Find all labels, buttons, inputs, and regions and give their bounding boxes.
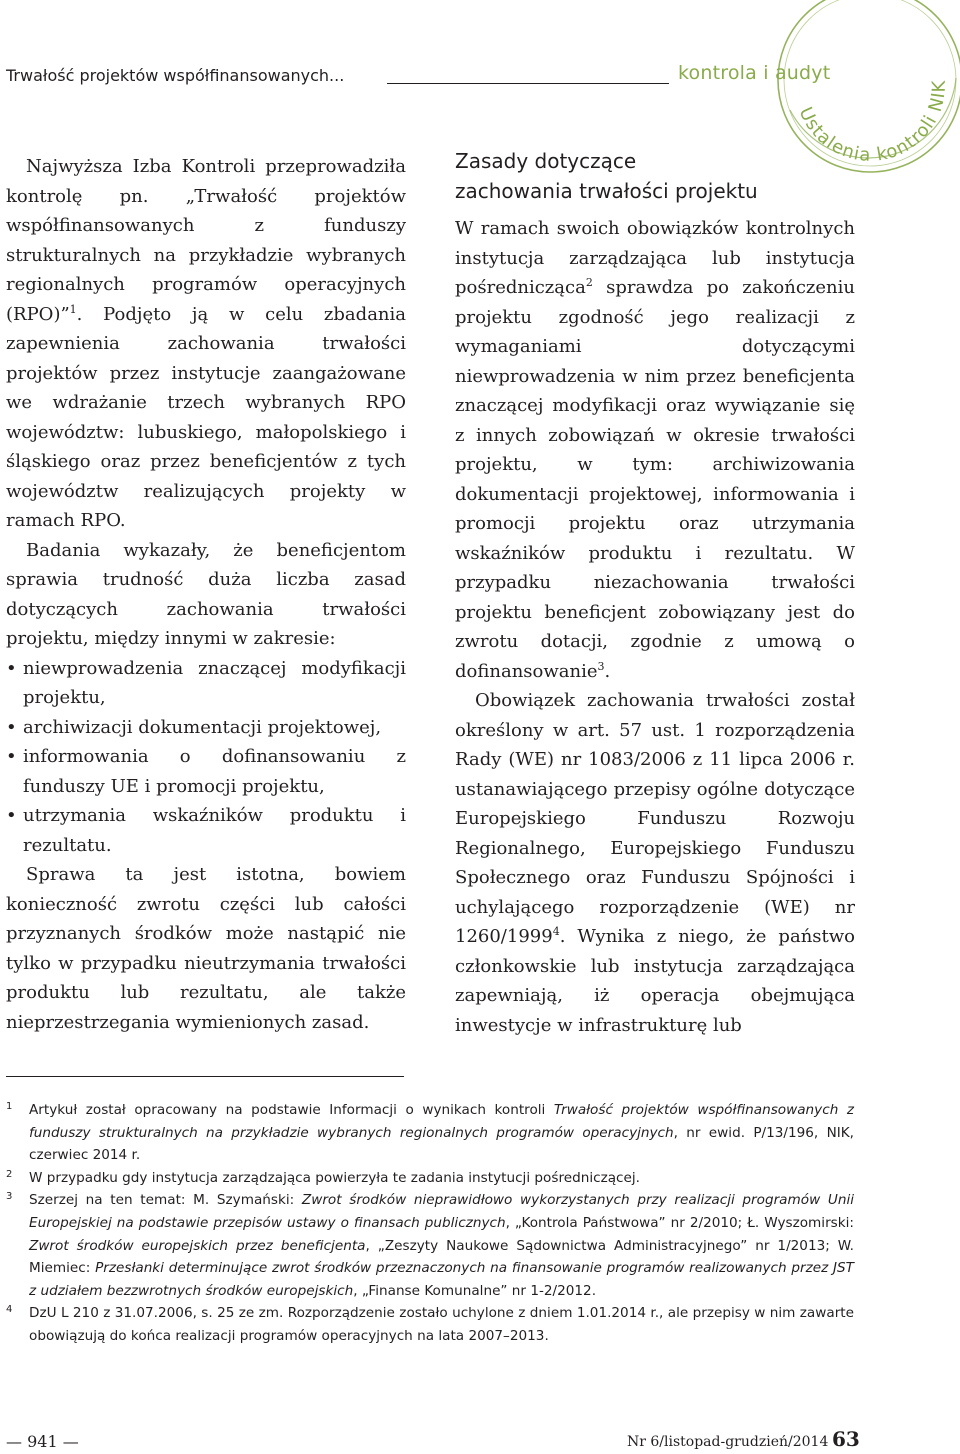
footnote-ref-4: 4 <box>552 925 560 938</box>
list-item: • niewprowadzenia znaczącej modyfikacji projektu, <box>6 657 406 708</box>
footnote-ref-2: 2 <box>585 276 593 289</box>
findings-list <box>6 654 406 861</box>
list-item: • archiwizacji dokumentacji projektowej, <box>6 716 382 738</box>
section-heading-line1: Zasady dotyczące <box>455 149 637 173</box>
footnote-ref-1: 1 <box>69 302 77 316</box>
page-number-journal: — 941 — <box>6 1432 79 1451</box>
footnote-3: 3 Szerzej na ten temat: M. Szymański: Zwrot środków nieprawidłowo wykorzystanych przy realizacji programów Unii Europejskiej na podstawie przepisów ustawy o finansach publicznych, „Kontrola Państwowa” nr 2/2010; Ł. Wyszomirski: Zwrot środków europejskich przez beneficjenta, „Zeszyty Naukowe Sądownictwa Administracyjnego” nr 1/2013; W. Miemiec: Przesłanki determinujące zwrot środków przeznaczonych na finansowanie programów realizowanych przez JST z udziałem bezzwrotnych środków europejskich, „Finanse Komunalne” nr 1-2/2012. <box>6 1191 854 1299</box>
paragraph-obligations: W ramach swoich obowiązków kontrolnych instytucja zarządzająca lub instytucja pośrednicząca$^2$ sprawdza po zakończeniu projektu zgodność jego realizacji z wymaganiami dotyczącymi niewprowadzenia w nim przez beneficjenta znaczącej modyfikacji oraz wywiązanie się z innych zobowiązań w okresie trwałości projektu, w tym: archiwizowania dokumentacji projektowej, informowania i promocji projektu oraz utrzymania wskaźników produktu i rezultatu. W przypadku niezachowania trwałości projektu beneficjent zobowiązany jest do zwrotu dotacji, zgodnie z umową o dofinansowanie$^3$. <box>455 218 855 682</box>
right-column <box>455 214 855 1040</box>
list-item: • informowania o dofinansowaniu z funduszy UE i promocji projektu, <box>6 746 406 797</box>
paragraph-regulation: Obowiązek zachowania trwałości został określony w art. 57 ust. 1 rozporządzenia Rady (WE) nr 1083/2006 z 11 lipca 2006 r. ustanawiającego przepisy ogólne dotyczące Europejskiego Funduszu Rozwoju Regionalnego, Europejskiego Funduszu Społecznego oraz Funduszu Spójności i uchylającego rozporządzenie (WE) nr 1260/1999$^4$. Wynika z niego, że państwo członkowskie lub instytucja zarządzająca zapewniają, iż operacja obejmująca inwestycje w infrastrukturę lub <box>455 690 855 1036</box>
footnotes <box>6 1099 854 1348</box>
paragraph-importance: Sprawa ta jest istotna, bowiem konieczność zwrotu części lub całości przyznanych środków może nastąpić nie tylko w przypadku nieutrzymania trwałości produktu lub rezultatu, ale także nieprzestrzegania wymienionych zasad. <box>6 864 406 1033</box>
page-footer <box>0 1424 960 1454</box>
footnote-1: 1 Artykuł został opracowany na podstawie Informacji o wynikach kontroli Trwałość projektów współfinansowanych z funduszy strukturalnych na przykładzie wybranych regionalnych programów operacyjnych, nr ewid. P/13/196, NIK, czerwiec 2014 r. <box>6 1101 854 1164</box>
footnote-rule <box>6 1076 404 1077</box>
section-heading <box>455 146 875 206</box>
paragraph-findings: Badania wykazały, że beneficjentom sprawia trudność duża liczba zasad dotyczących zachowania trwałości projektu, między innymi w zakresie: <box>6 539 406 649</box>
footnote-ref-3: 3 <box>597 659 605 673</box>
header-rule <box>387 83 669 84</box>
footnote-4: 4 DzU L 210 z 31.07.2006, s. 25 ze zm. Rozporządzenie zostało uchylone z dniem 1.01.2014 r., ale przepisy w nim zawarte obowiązują do końca realizacji programów operacyjnych na lata 2007–2013. <box>6 1304 854 1344</box>
running-title: Trwałość projektów współfinansowanych... <box>6 66 345 85</box>
page-number: 63 <box>832 1427 860 1451</box>
issue-info: Nr 6/listopad-grudzień/2014 <box>627 1434 829 1450</box>
left-column <box>6 152 406 1037</box>
section-heading-line2: zachowania trwałości projektu <box>455 179 758 203</box>
section-label: kontrola i audyt <box>678 62 831 84</box>
footnote-2: 2 W przypadku gdy instytucja zarządzająca powierzyła te zadania instytucji pośredniczącej. <box>6 1168 640 1186</box>
paragraph-intro: Najwyższa Izba Kontroli przeprowadziła kontrolę pn. „Trwałość projektów współfinansowanych z funduszy strukturalnych na przykładzie wybranych regionalnych programów operacyjnych (RPO)”$^1$. Podjęto ją w celu zbadania zapewnienia zachowania trwałości projektów przez instytucje zaangażowane we wdrażanie trzech wybranych RPO województw: lubuskiego, małopolskiego i śląskiego oraz przez beneficjentów z tych województw realizujących projekty w ramach RPO. <box>6 156 406 531</box>
list-item: • utrzymania wskaźników produktu i rezultatu. <box>6 805 406 856</box>
stamp-text: Ustalenia kontroli NIK <box>794 79 950 166</box>
